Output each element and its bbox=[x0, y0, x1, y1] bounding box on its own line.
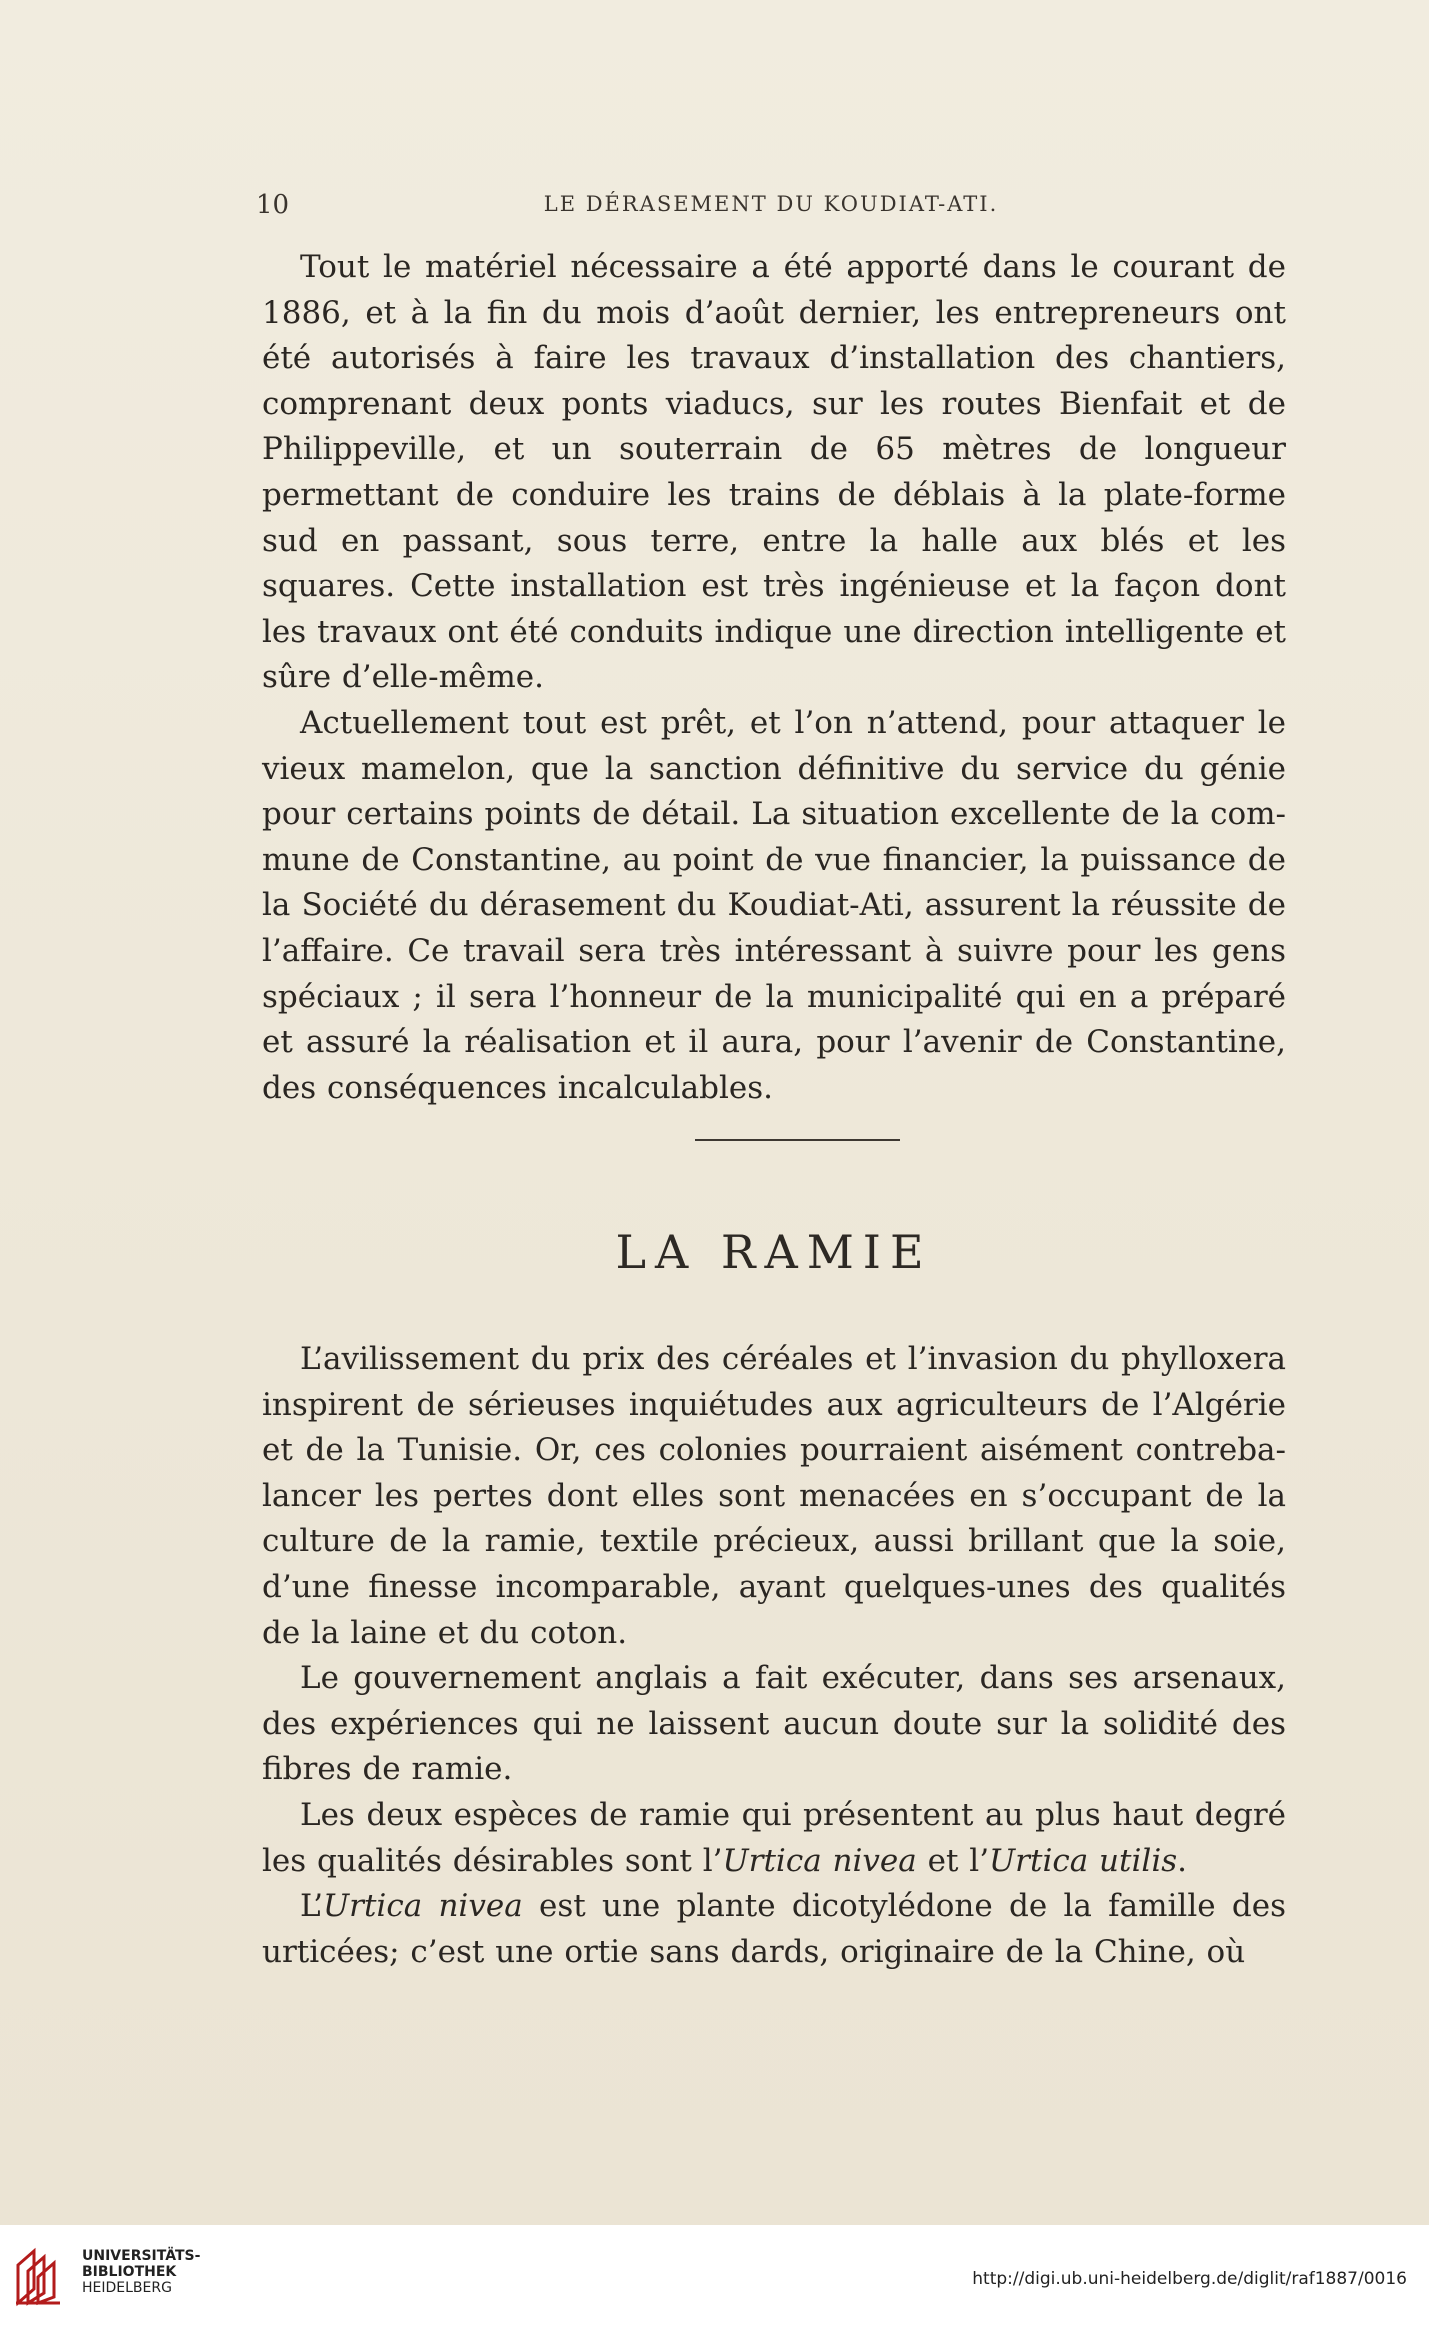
text-run: est une plante dicotylédone de la famille des urticées; c’est une ortie sans dards, originaire de la Chine, où bbox=[262, 1888, 1286, 1970]
section-divider bbox=[695, 1139, 900, 1141]
species-name: Urtica nivea bbox=[323, 1888, 523, 1925]
paragraph: Actuellement tout est prêt, et l’on n’attend, pour attaquer le vieux mamelon, que la sanction définitive du service du génie pour certains points de détail. La situation excellente de la commune de Constantine, au point de vue financier, la puissance de la Société du dérasement du Koudiat-Ati, assurent la réussite de l’affaire. Ce travail sera très intéressant à suivre pour les gens spéciaux ; il sera l’honneur de la municipalité qui en a préparé et assuré la réalisation et il aura, pour l’avenir de Constantine, des conséquences incalculables. bbox=[262, 704, 1286, 1106]
institution-name bbox=[82, 2248, 200, 2296]
paragraph: L’avilissement du prix des céréales et l’invasion du phylloxera inspirent de sérieuses inquiétudes aux agriculteurs de l’Algérie et de la Tunisie. Or, ces colonies pourraient aisément contrebalancer les pertes dont elles sont menacées en s’occupant de la culture de la ramie, textile précieux, aussi brillant que la soie, d’une finesse incomparable, ayant quelques-unes des qualités de la laine et du coton. bbox=[262, 1341, 1286, 1651]
library-footer bbox=[0, 2225, 1429, 2328]
article-koudiat-ati-end bbox=[262, 245, 1286, 1111]
source-url: http://digi.ub.uni-heidelberg.de/diglit/raf1887/0016 bbox=[972, 2269, 1407, 2289]
text-run: . bbox=[1177, 1842, 1187, 1879]
institution-line: BIBLIOTHEK bbox=[82, 2264, 177, 2280]
section-title: LA RAMIE bbox=[615, 1225, 933, 1279]
paragraph bbox=[262, 1793, 1286, 1884]
article-la-ramie bbox=[262, 1337, 1286, 1975]
paragraph bbox=[262, 1884, 1286, 1975]
text-run: L’ bbox=[300, 1888, 324, 1925]
species-name: Urtica nivea bbox=[722, 1842, 917, 1879]
institution-line: HEIDELBERG bbox=[82, 2280, 172, 2296]
text-run: et l’ bbox=[916, 1842, 990, 1879]
species-name: Urtica utilis bbox=[989, 1842, 1178, 1879]
institution-line: UNIVERSITÄTS- bbox=[82, 2248, 201, 2264]
page-number: 10 bbox=[256, 190, 290, 220]
running-title: LE DÉRASEMENT DU KOUDIAT-ATI. bbox=[543, 192, 999, 216]
running-header bbox=[256, 190, 1286, 230]
paragraph: Le gouvernement anglais a fait exécuter, dans ses arsenaux, des expériences qui ne laissent aucun doute sur la solidité des fibres de ramie. bbox=[262, 1660, 1286, 1788]
heidelberg-library-logo-icon bbox=[12, 2243, 70, 2307]
text-run: Les deux espèces de ramie qui présentent au plus haut degré les qualités désirables sont l’ bbox=[262, 1796, 1286, 1879]
paragraph: Tout le matériel nécessaire a été apporté dans le courant de 1886, et à la fin du mois d’août dernier, les entrepreneurs ont été autorisés à faire les travaux d’installation des chantiers, comprenant deux ponts viaducs, sur les routes Bienfait et de Philippeville, et un souterrain de 65 mètres de longueur permettant de conduire les trains de déblais à la plate-forme sud en passant, sous terre, entre la halle aux blés et les squares. Cette installation est très ingénieuse et la façon dont les travaux ont été conduits indique une direction intelligente et sûre d’elle-même. bbox=[262, 249, 1286, 696]
